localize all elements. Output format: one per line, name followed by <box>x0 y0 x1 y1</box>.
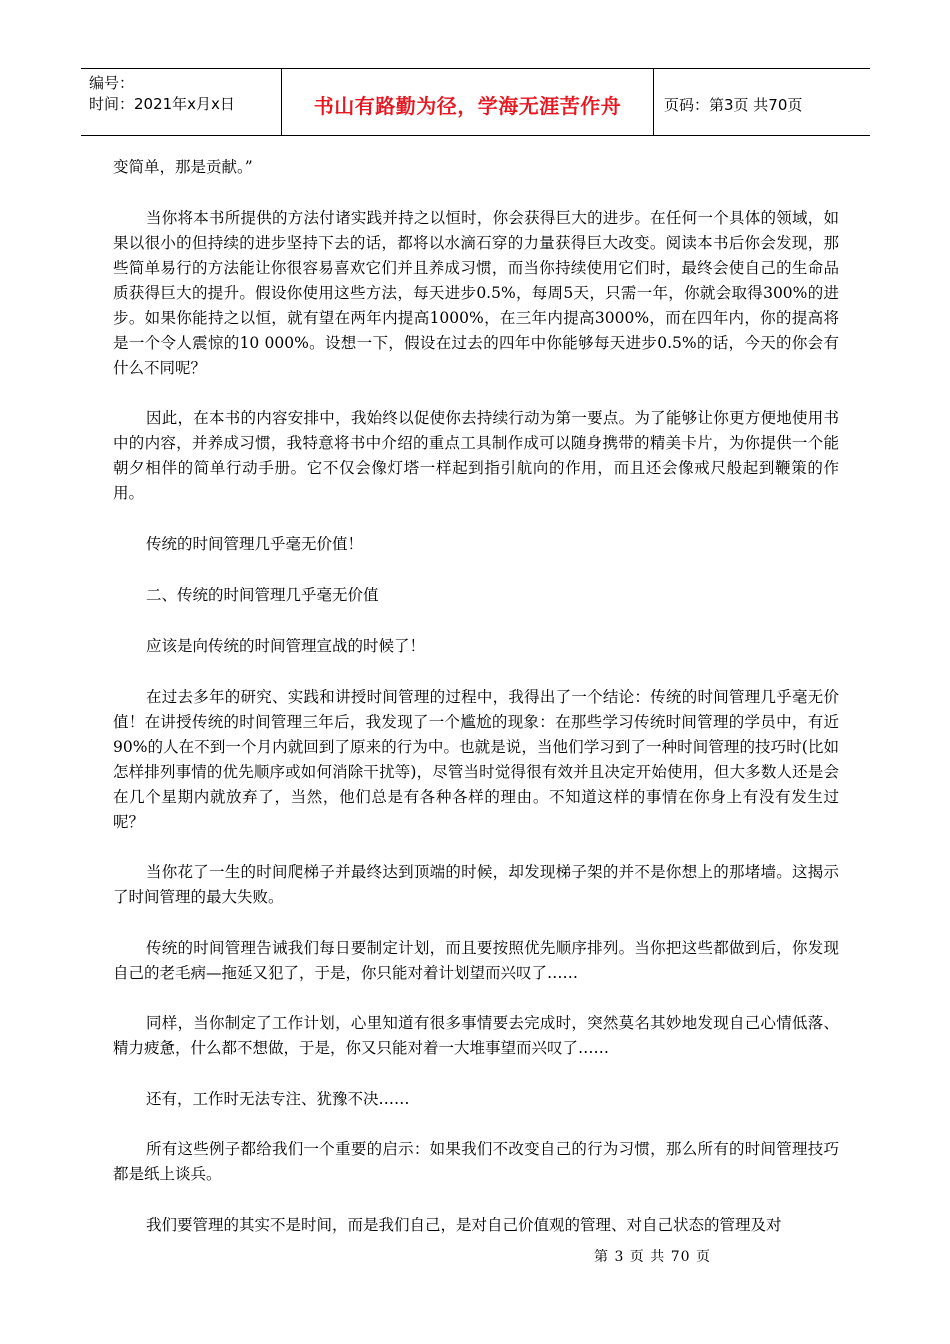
document-number-label: 编号： <box>89 74 135 92</box>
header-motto: 书山有路勤为径，学海无涯苦作舟 <box>282 69 654 135</box>
header-page-info: 页码：第3页 共70页 <box>664 95 803 114</box>
section-heading: 二、传统的时间管理几乎毫无价值 <box>146 585 379 604</box>
paragraph: 在过去多年的研究、实践和讲授时间管理的过程中，我得出了一个结论：传统的时间管理几乎毫无价值！在讲授传统的时间管理三年后，我发现了一个尴尬的现象：在那些学习传统时间管理的学员中，有近90%的人在不到一个月内就回到了原来的行为中。也就是说，当他们学习到了一种时间管理的技巧时(比如怎样排列事情的优先顺序或如何消除干扰等)，尽管当时觉得很有效并且决定开始使用，但大多数人还是会在几个星期内就放弃了，当然，他们总是有各种各样的理由。不知道这样的事情在你身上有没有发生过呢？ <box>113 687 839 831</box>
paragraph: 同样，当你制定了工作计划，心里知道有很多事情要去完成时，突然莫名其妙地发现自己心情低落、精力疲惫，什么都不想做，于是，你又只能对着一大堆事望而兴叹了…… <box>113 1014 839 1057</box>
header-meta-cell <box>81 69 282 135</box>
header-table <box>81 68 870 136</box>
document-body <box>113 155 839 1263</box>
paragraph: 当你花了一生的时间爬梯子并最终达到顶端的时候，却发现梯子架的并不是你想上的那堵墙。这揭示了时间管理的最大失败。 <box>113 863 839 906</box>
section-heading: 应该是向传统的时间管理宣战的时候了！ <box>146 636 426 655</box>
paragraph: 因此，在本书的内容安排中，我始终以促使你去持续行动为第一要点。为了能够让你更方便地使用书中的内容，并养成习惯，我特意将书中介绍的重点工具制作成可以随身携带的精美卡片，为你提供一个能朝夕相伴的简单行动手册。它不仅会像灯塔一样起到指引航向的作用，而且还会像戒尺般起到鞭策的作用。 <box>113 409 839 502</box>
page-footer: 第 3 页 共 70 页 <box>594 1249 711 1265</box>
paragraph: 当你将本书所提供的方法付诸实践并持之以恒时，你会获得巨大的进步。在任何一个具体的领域，如果以很小的但持续的进步坚持下去的话，都将以水滴石穿的力量获得巨大改变。阅读本书后你会发现，那些简单易行的方法能让你很容易喜欢它们并且养成习惯，而当你持续使用它们时，最终会使自己的生命品质获得巨大的提升。假设你使用这些方法，每天进步0.5%，每周5天，只需一年，你就会取得300%的进步。如果你能持之以恒，就有望在两年内提高1000%，在三年内提高3000%，而在四年内，你的提高将是一个令人震惊的10 000%。设想一下，假设在过去的四年中你能够每天进步0.5%的话，今天的你会有什么不同呢？ <box>113 208 839 377</box>
paragraph: 传统的时间管理告诫我们每日要制定计划，而且要按照优先顺序排列。当你把这些都做到后，你发现自己的老毛病—拖延又犯了，于是，你只能对着计划望而兴叹了…… <box>113 938 839 982</box>
paragraph: 我们要管理的其实不是时间，而是我们自己，是对自己价值观的管理、对自己状态的管理及对 <box>146 1215 782 1234</box>
document-date-label: 时间：2021年x月x日 <box>89 95 235 113</box>
section-heading: 传统的时间管理几乎毫无价值！ <box>146 534 364 553</box>
paragraph: 还有，工作时无法专注、犹豫不决…… <box>146 1089 410 1108</box>
paragraph: 变简单，那是贡献。” <box>113 158 253 176</box>
paragraph: 所有这些例子都给我们一个重要的启示：如果我们不改变自己的行为习惯，那么所有的时间管理技巧都是纸上谈兵。 <box>113 1140 839 1183</box>
